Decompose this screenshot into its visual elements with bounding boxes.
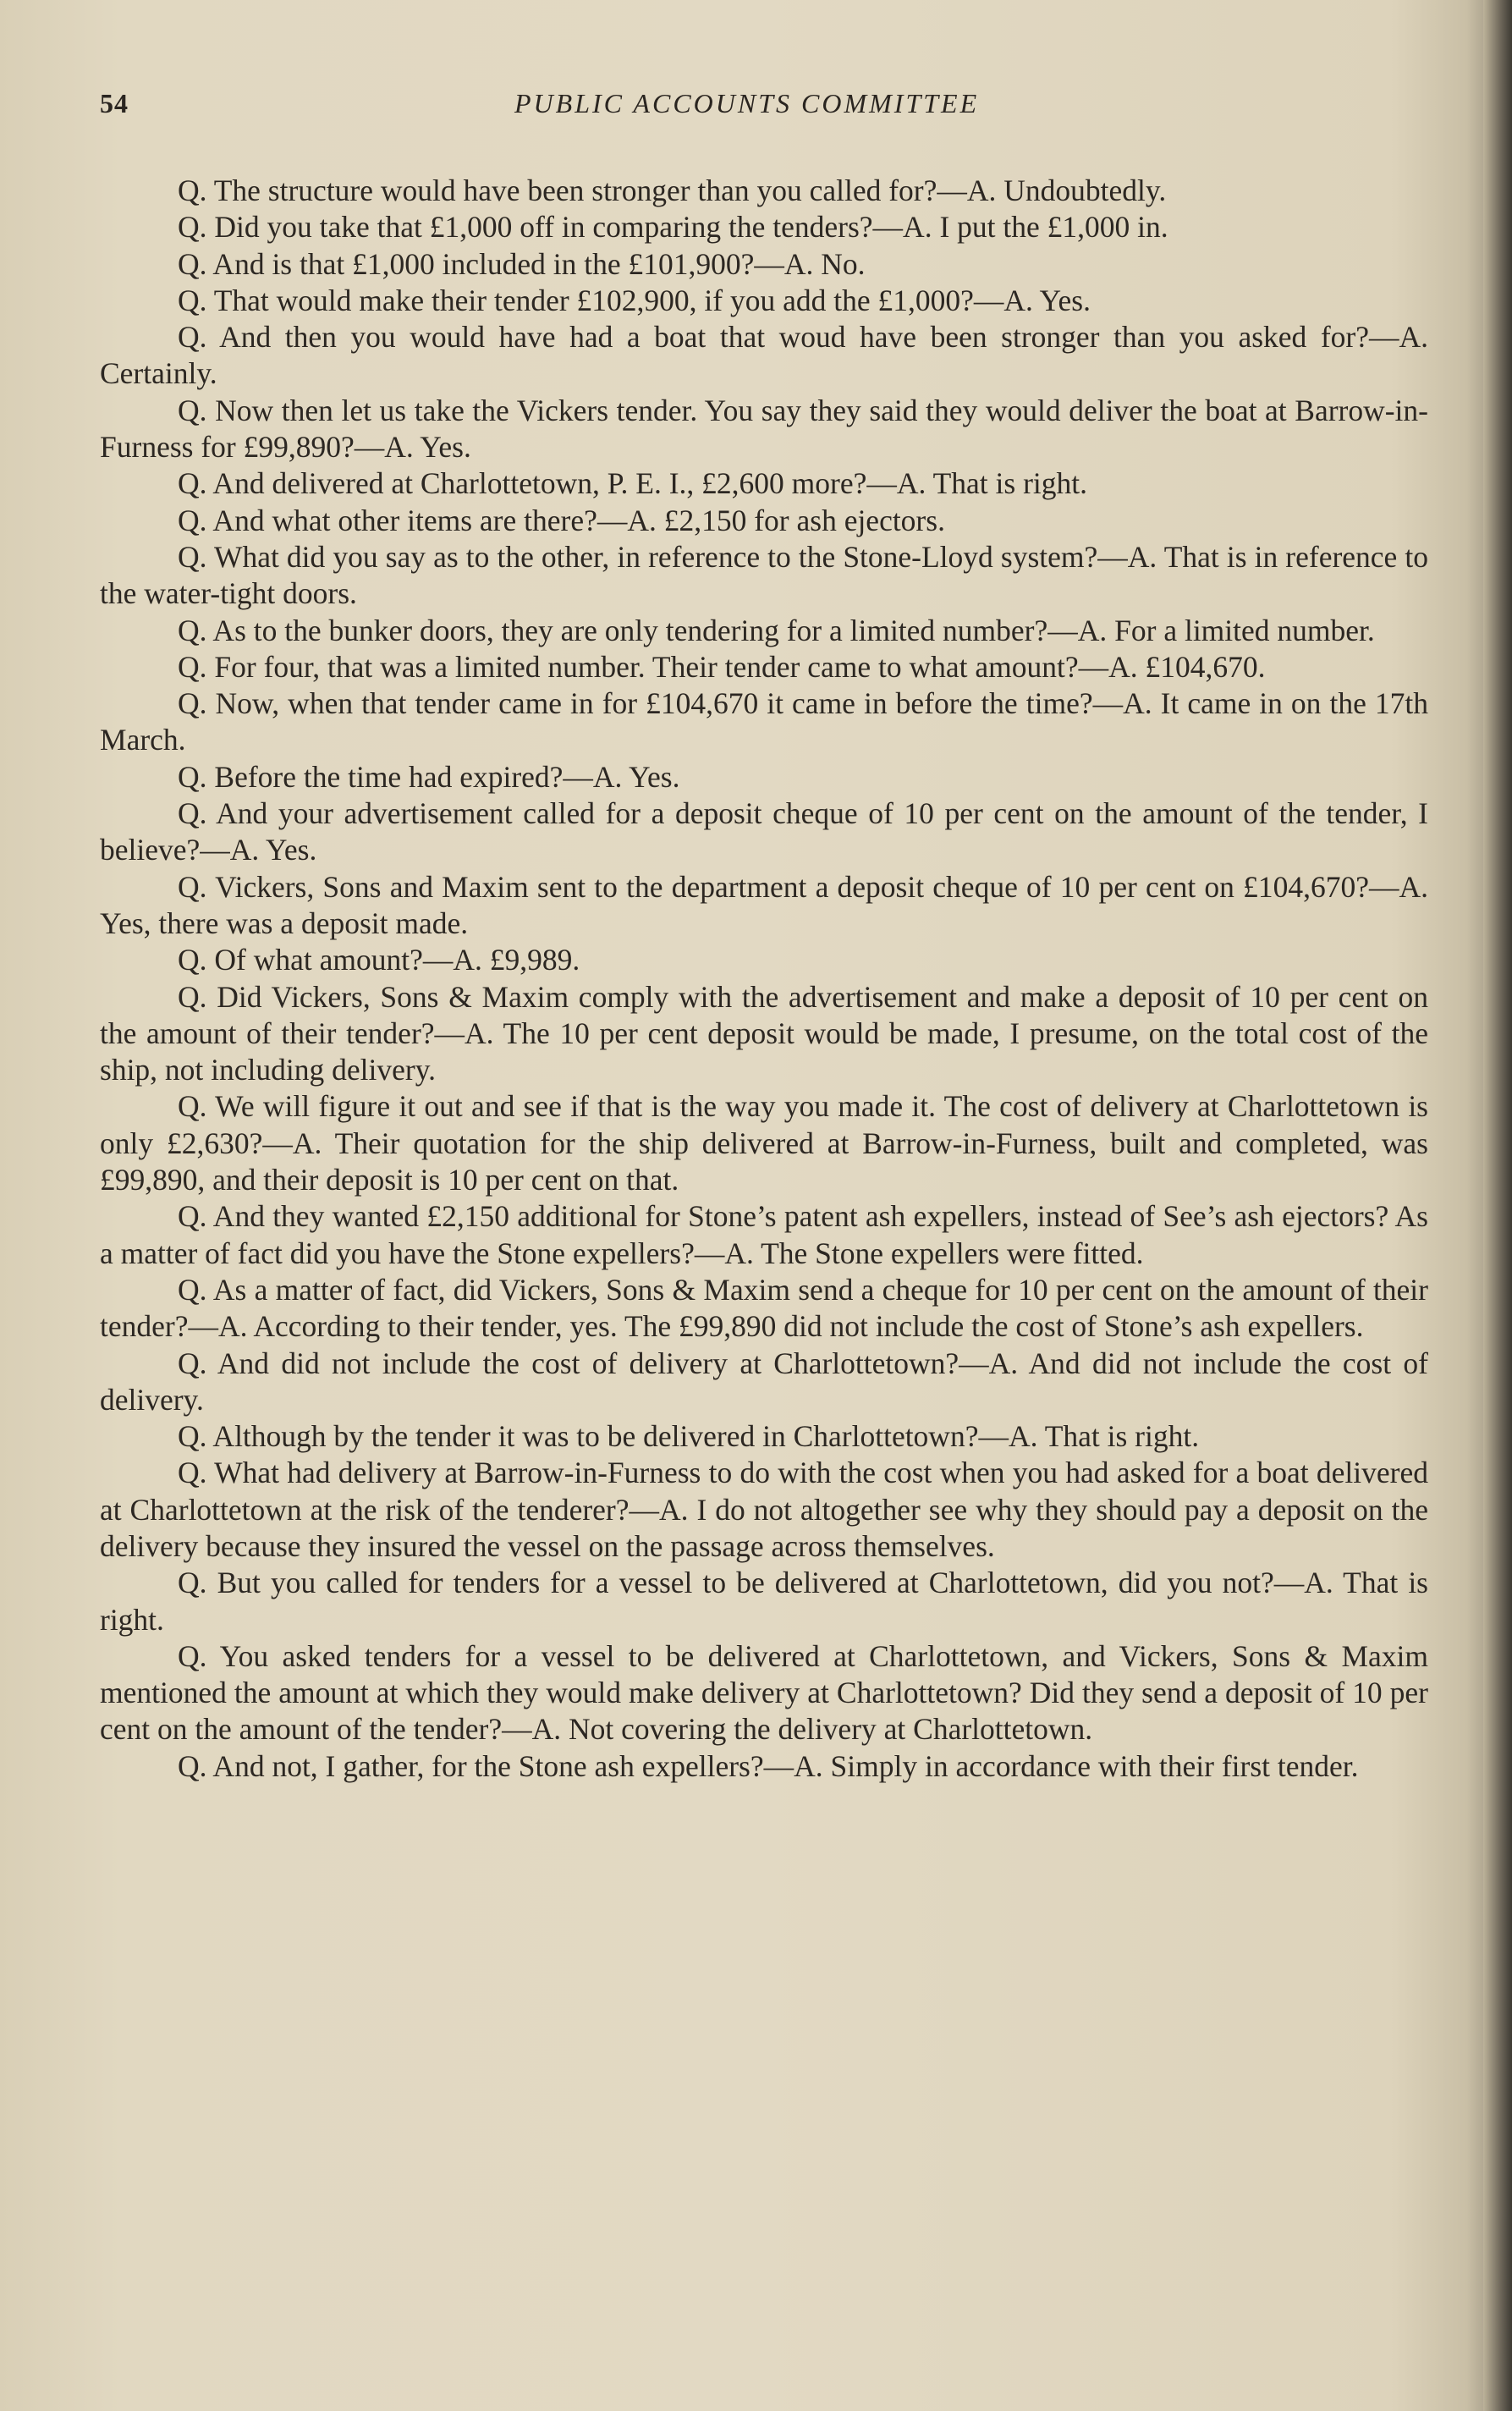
qa-paragraph: Q. And delivered at Charlottetown, P. E. I., £2,600 more?—A. That is right. <box>178 466 1088 501</box>
qa-paragraph: Q. You asked tenders for a vessel to be delivered at Charlottetown, and Vickers, Sons & Maxim mentioned the amount at which they would make delivery at Charlottetown? Did they send a deposit of 10 per cent on the amount of the tender?—A. Not covering the delivery at Charlottetown. <box>100 1638 1428 1747</box>
qa-paragraph: Q. Did you take that £1,000 off in comparing the tenders?—A. I put the £1,000 in. <box>178 210 1168 245</box>
qa-paragraph: Q. But you called for tenders for a vessel to be delivered at Charlottetown, did you not?—A. That is right. <box>100 1566 1428 1637</box>
qa-paragraph: Q. Although by the tender it was to be delivered in Charlottetown?—A. That is right. <box>178 1419 1200 1454</box>
qa-paragraph: Q. For four, that was a limited number. Their tender came to what amount?—A. £104,670. <box>178 649 1266 684</box>
qa-paragraph: Q. And they wanted £2,150 additional for Stone’s patent ash expellers, instead of See’s ash ejectors? As a matter of fact did you have the Stone expellers?—A. The Stone expellers were fitted. <box>100 1199 1428 1270</box>
book-spine-shadow <box>1483 0 1512 2411</box>
running-title: PUBLIC ACCOUNTS COMMITTEE <box>514 88 980 118</box>
qa-paragraph: Q. What did you say as to the other, in reference to the Stone-Lloyd system?—A. That is in reference to the water-tight doors. <box>100 539 1428 611</box>
page-header <box>100 88 1420 129</box>
qa-paragraph: Q. And did not include the cost of delivery at Charlottetown?—A. And did not include the cost of delivery. <box>100 1346 1428 1417</box>
qa-paragraph: Q. And is that £1,000 included in the £101,900?—A. No. <box>178 246 866 281</box>
page-number: 54 <box>100 88 129 118</box>
qa-paragraph: Q. And your advertisement called for a deposit cheque of 10 per cent on the amount of the tender, I believe?—A. Yes. <box>100 796 1428 867</box>
qa-paragraph: Q. Now, when that tender came in for £104,670 it came in before the time?—A. It came in on the 17th March. <box>100 686 1428 757</box>
qa-paragraph: Q. And not, I gather, for the Stone ash expellers?—A. Simply in accordance with their first tender. <box>178 1748 1359 1783</box>
qa-paragraph: Q. Of what amount?—A. £9,989. <box>178 943 580 977</box>
qa-paragraph: Q. We will figure it out and see if that is the way you made it. The cost of delivery at Charlottetown is only £2,630?—A. Their quotation for the ship delivered at Barrow-in-Furness, built and completed, was £99,890, and their deposit is 10 per cent on that. <box>100 1089 1428 1197</box>
qa-paragraph: Q. And then you would have had a boat that woud have been stronger than you asked for?—A. Certainly. <box>100 320 1428 391</box>
qa-paragraph: Q. And what other items are there?—A. £2,150 for ash ejectors. <box>178 503 945 537</box>
testimony-body <box>100 173 1428 1785</box>
qa-paragraph: Q. The structure would have been stronger than you called for?—A. Undoubtedly. <box>178 173 1167 207</box>
qa-paragraph: Q. As to the bunker doors, they are only tendering for a limited number?—A. For a limited number. <box>178 613 1375 647</box>
qa-paragraph: Q. Now then let us take the Vickers tender. You say they said they would deliver the boat at Barrow-in-Furness for £99,890?—A. Yes. <box>100 393 1428 465</box>
qa-paragraph: Q. What had delivery at Barrow-in-Furness to do with the cost when you had asked for a boat delivered at Charlottetown at the risk of the tenderer?—A. I do not altogether see why they should pay a deposit on the delivery because they insured the vessel on the passage across themselves. <box>100 1456 1428 1563</box>
qa-paragraph: Q. That would make their tender £102,900, if you add the £1,000?—A. Yes. <box>178 283 1091 317</box>
qa-paragraph: Q. Before the time had expired?—A. Yes. <box>178 759 680 794</box>
qa-paragraph: Q. As a matter of fact, did Vickers, Sons & Maxim send a cheque for 10 per cent on the amount of their tender?—A. According to their tender, yes. The £99,890 did not include the cost of Stone’s ash expellers. <box>100 1272 1428 1344</box>
qa-paragraph: Q. Did Vickers, Sons & Maxim comply with the advertisement and make a deposit of 10 per cent on the amount of their tender?—A. The 10 per cent deposit would be made, I presume, on the total cost of the ship, not including delivery. <box>100 979 1428 1087</box>
qa-paragraph: Q. Vickers, Sons and Maxim sent to the department a deposit cheque of 10 per cent on £104,670?—A. Yes, there was a deposit made. <box>100 869 1428 940</box>
